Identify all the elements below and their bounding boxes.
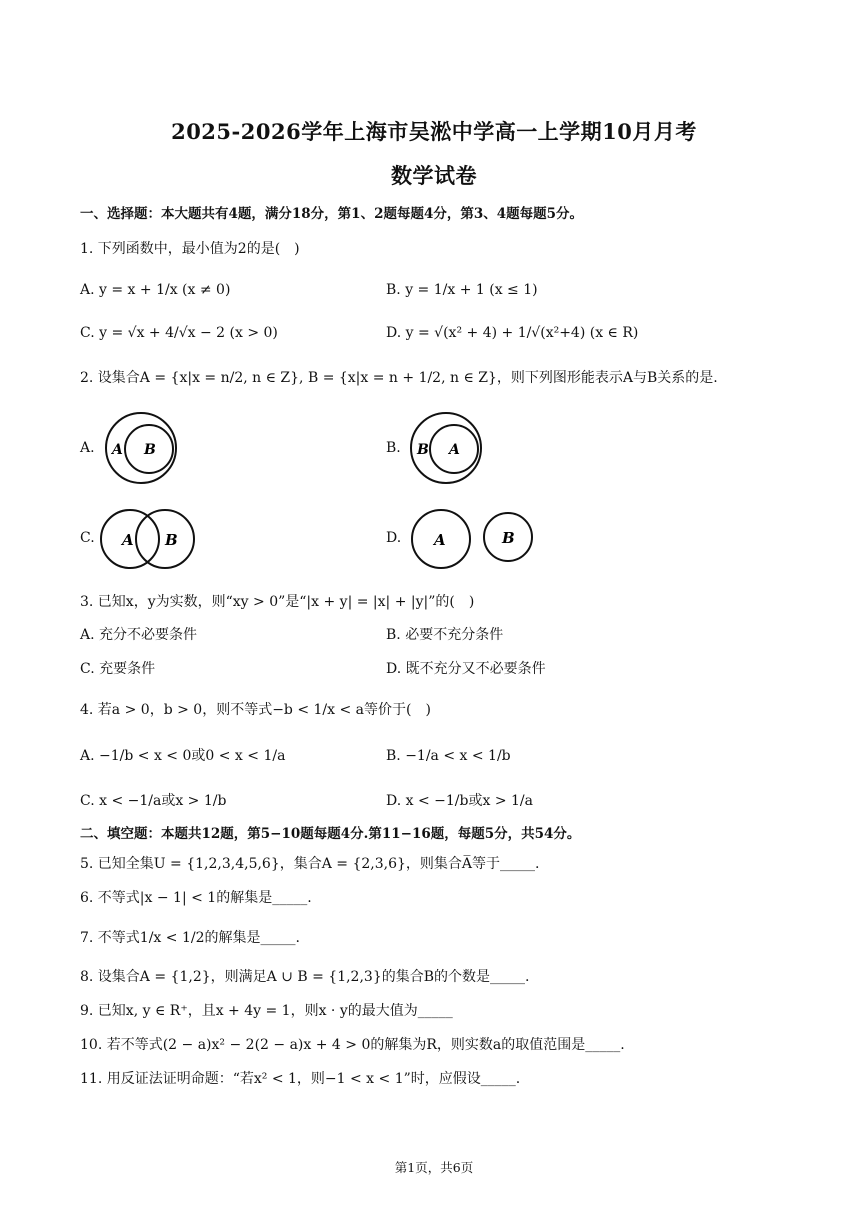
q4-option-b: B. −1/a < x < 1/b: [386, 748, 511, 764]
q3-option-d: D. 既不充分又不必要条件: [386, 661, 546, 677]
q5: 5. 已知全集U = {1,2,3,4,5,6}，集合A = {2,3,6}，则集合A̅等于_____.: [80, 856, 540, 872]
page-footer: 第1页，共6页: [394, 1160, 474, 1175]
q2-option-d-label: D.: [386, 530, 402, 546]
q11: 11. 用反证法证明命题：“若x² < 1，则−1 < x < 1”时，应假设_____.: [80, 1071, 521, 1087]
q7: 7. 不等式1/x < 1/2的解集是_____.: [80, 930, 300, 946]
q2-stem: 2. 设集合A = {x|x = n/2, n ∈ Z}, B = {x|x = n + 1/2, n ∈ Z}，则下列图形能表示A与B关系的是.: [80, 370, 718, 386]
set-b-label: B: [144, 442, 156, 458]
set-a-label: A: [112, 442, 123, 458]
q2-option-b-label: B.: [386, 440, 401, 456]
q2-option-c-label: C.: [80, 530, 95, 546]
q8: 8. 设集合A = {1,2}，则满足A ∪ B = {1,2,3}的集合B的个数是_____.: [80, 969, 530, 985]
q1-option-c: C. y = √x + 4/√x − 2 (x > 0): [80, 325, 278, 341]
q1-option-a: A. y = x + 1/x (x ≠ 0): [80, 282, 231, 298]
q3-option-a: A. 充分不必要条件: [80, 627, 198, 643]
q4-option-a: A. −1/b < x < 0或0 < x < 1/a: [80, 748, 286, 764]
q4-option-c: C. x < −1/a或x > 1/b: [80, 793, 227, 809]
exam-subtitle: 数学试卷: [391, 163, 477, 188]
set-b-label: B: [165, 531, 178, 549]
q9: 9. 已知x, y ∈ R⁺，且x + 4y = 1，则x · y的最大值为_____: [80, 1003, 453, 1019]
q6: 6. 不等式|x − 1| < 1的解集是_____.: [80, 890, 312, 906]
q1-stem: 1. 下列函数中，最小值为2的是( ): [80, 241, 300, 257]
set-a-label: A: [449, 442, 460, 458]
set-a-label: A: [434, 531, 446, 549]
q4-stem: 4. 若a > 0，b > 0，则不等式−b < 1/x < a等价于( ): [80, 702, 431, 718]
q3-stem: 3. 已知x，y为实数，则“xy > 0”是“|x + y| = |x| + |y|”的( ): [80, 594, 475, 610]
q3-option-b: B. 必要不充分条件: [386, 627, 504, 643]
q2-diagram-c: [98, 506, 200, 572]
set-a-label: A: [122, 531, 134, 549]
q1-option-b: B. y = 1/x + 1 (x ≤ 1): [386, 282, 538, 298]
section-1-heading: 一、选择题：本大题共有4题，满分18分，第1、2题每题4分，第3、4题每题5分。: [80, 206, 584, 222]
set-b-label: B: [502, 529, 515, 547]
q3-option-c: C. 充要条件: [80, 661, 156, 677]
q10: 10. 若不等式(2 − a)x² − 2(2 − a)x + 4 > 0的解集为R，则实数a的取值范围是_____.: [80, 1037, 625, 1053]
exam-title: 2025-2026学年上海市吴淞中学高一上学期10月月考: [171, 119, 697, 144]
q2-diagram-a: [98, 410, 188, 486]
q2-diagram-b: [408, 410, 488, 486]
q1-option-d: D. y = √(x² + 4) + 1/√(x²+4) (x ∈ R): [386, 325, 639, 341]
q4-option-d: D. x < −1/b或x > 1/a: [386, 793, 533, 809]
q2-option-a-label: A.: [80, 440, 95, 456]
section-2-heading: 二、填空题：本题共12题，第5−10题每题4分.第11−16题，每题5分，共54分。: [80, 826, 581, 842]
set-b-label: B: [417, 442, 429, 458]
q2-diagram-d: [408, 506, 534, 572]
